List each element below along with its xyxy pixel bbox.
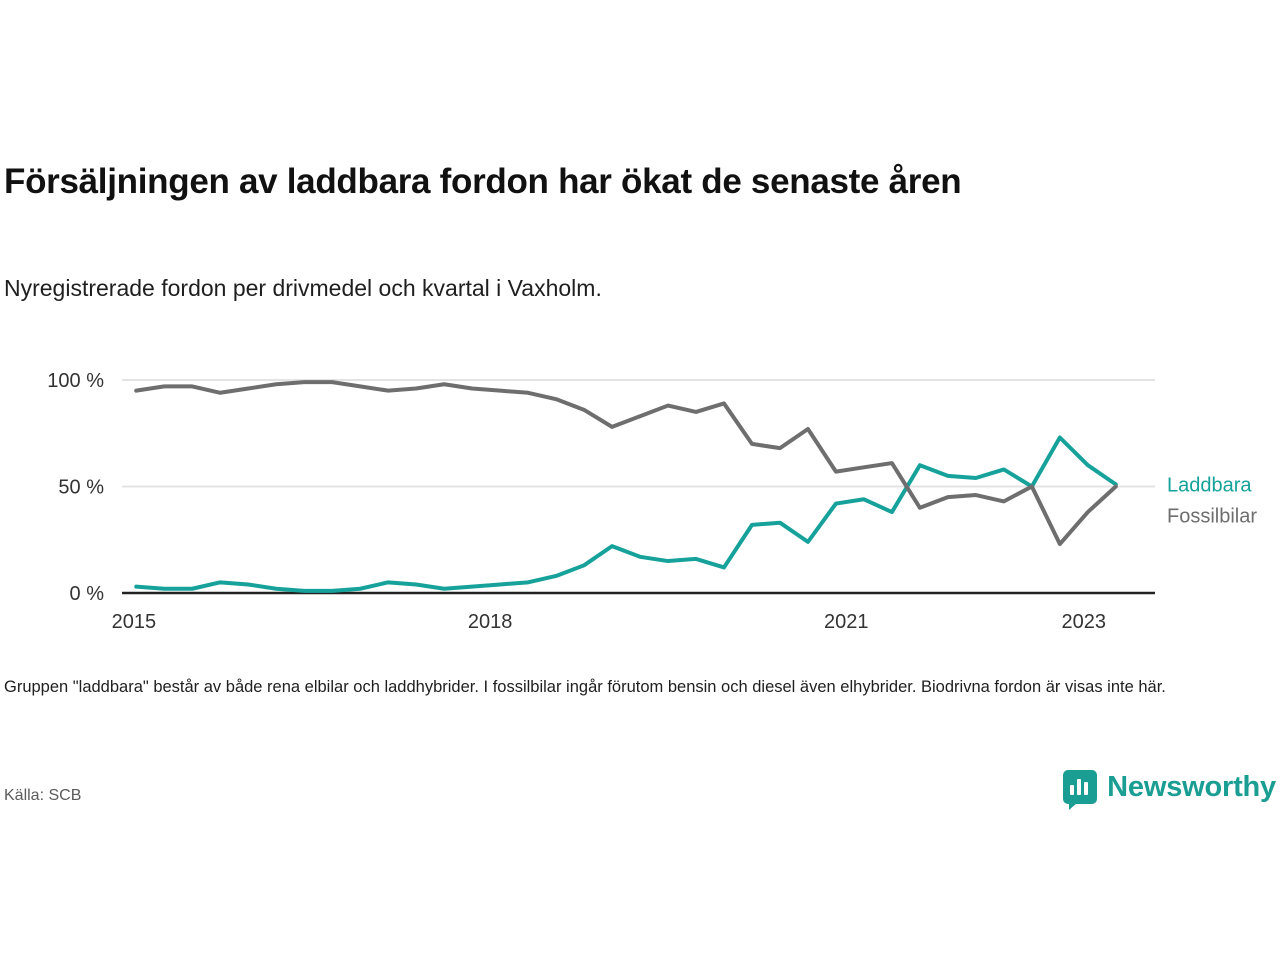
bar-chart-icon (1063, 770, 1097, 804)
series-line (136, 382, 1116, 544)
bar-chart-icon-bar (1084, 782, 1088, 795)
chart-canvas (0, 350, 1280, 650)
legend-label-fossilbilar: Fossilbilar (1167, 505, 1258, 528)
brand-name: Newsworthy (1107, 770, 1276, 803)
bar-chart-icon-bar (1070, 785, 1074, 795)
y-axis-tick-label: 0 % (69, 583, 104, 605)
line-chart (0, 350, 1280, 650)
page-title: Försäljningen av laddbara fordon har ökat de senaste åren (4, 162, 962, 202)
brand-logo (1063, 770, 1276, 804)
chart-footnote: Gruppen "laddbara" består av både rena elbilar och laddhybrider. I fossilbilar ingår förutom bensin och diesel även elhybrider. Biodrivna fordon är visas inte här. (4, 678, 1166, 696)
series-line (136, 438, 1116, 591)
y-axis-tick-label: 100 % (47, 370, 104, 392)
x-axis-tick-label: 2023 (1061, 611, 1107, 633)
chart-subtitle: Nyregistrerade fordon per drivmedel och kvartal i Vaxholm. (4, 275, 602, 301)
x-axis-tick-label: 2021 (824, 611, 869, 633)
x-axis-tick-label: 2015 (111, 611, 157, 633)
bar-chart-icon-bar (1077, 779, 1081, 795)
legend-label-laddbara: Laddbara (1167, 474, 1252, 497)
source-note: Källa: SCB (4, 787, 82, 804)
x-axis-tick-label: 2018 (467, 611, 513, 633)
y-axis-tick-label: 50 % (58, 476, 104, 499)
